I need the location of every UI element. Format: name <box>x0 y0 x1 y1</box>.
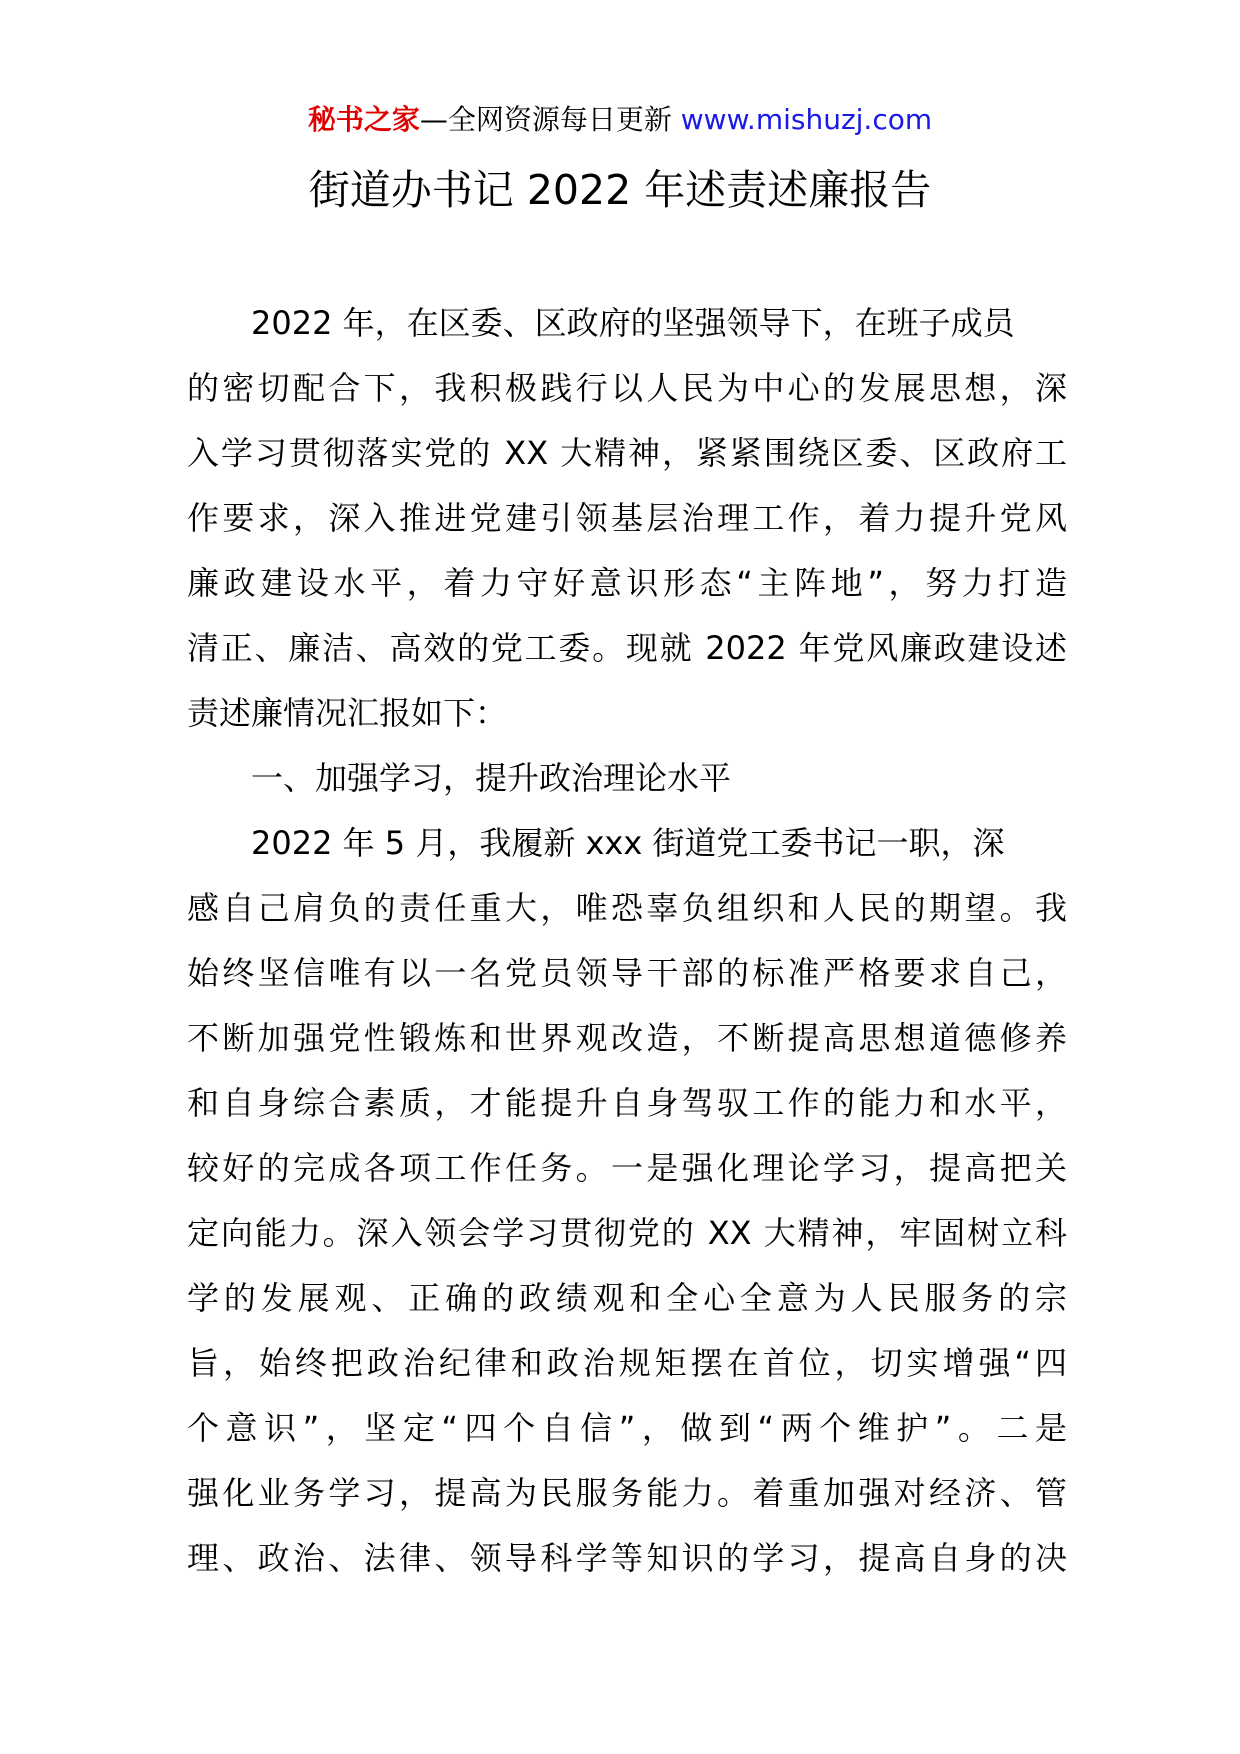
paragraph-line: 2022 年 5 月，我履新 xxx 街道党工委书记一职，深 <box>251 824 1005 862</box>
paragraph-line: 个意识”，坚定“四个自信”，做到“两个维护”。二是 <box>187 1409 1067 1447</box>
paragraph-line: 学的发展观、正确的政绩观和全心全意为人民服务的宗 <box>187 1279 1067 1317</box>
paragraph-line: 廉政建设水平，着力守好意识形态“主阵地”，努力打造 <box>187 564 1067 602</box>
document-title: 街道办书记 2022 年述责述廉报告 <box>308 166 932 214</box>
paragraph-line: 和自身综合素质，才能提升自身驾驭工作的能力和水平， <box>187 1084 1067 1122</box>
site-header <box>0 100 1240 140</box>
paragraph-line: 始终坚信唯有以一名党员领导干部的标准严格要求自己， <box>187 954 1067 992</box>
paragraph-line: 理、政治、法律、领导科学等知识的学习，提高自身的决 <box>187 1539 1067 1577</box>
paragraph-line: 入学习贯彻落实党的 XX 大精神，紧紧围绕区委、区政府工 <box>187 434 1067 472</box>
paragraph-line: 责述廉情况汇报如下： <box>187 694 508 732</box>
section-heading: 一、加强学习，提升政治理论水平 <box>251 759 732 797</box>
site-url[interactable]: www.mishuzj.com <box>680 103 933 136</box>
paragraph-line: 定向能力。深入领会学习贯彻党的 XX 大精神，牢固树立科 <box>187 1214 1067 1252</box>
paragraph-line: 较好的完成各项工作任务。一是强化理论学习，提高把关 <box>187 1149 1067 1187</box>
paragraph-line: 清正、廉洁、高效的党工委。现就 2022 年党风廉政建设述 <box>187 629 1067 667</box>
paragraph-line: 不断加强党性锻炼和世界观改造，不断提高思想道德修养 <box>187 1019 1067 1057</box>
paragraph-line: 旨，始终把政治纪律和政治规矩摆在首位，切实增强“四 <box>187 1344 1067 1382</box>
paragraph-line: 强化业务学习，提高为民服务能力。着重加强对经济、管 <box>187 1474 1067 1512</box>
paragraph-line: 感自己肩负的责任重大，唯恐辜负组织和人民的期望。我 <box>187 889 1067 927</box>
paragraph-line: 作要求，深入推进党建引领基层治理工作，着力提升党风 <box>187 499 1067 537</box>
brand-name: 秘书之家 <box>307 103 420 136</box>
document-body <box>187 291 1067 1591</box>
paragraph-line: 2022 年，在区委、区政府的坚强领导下，在班子成员 <box>251 304 1015 342</box>
site-slogan: —全网资源每日更新 <box>419 103 681 136</box>
paragraph-line: 的密切配合下，我积极践行以人民为中心的发展思想，深 <box>187 369 1067 407</box>
